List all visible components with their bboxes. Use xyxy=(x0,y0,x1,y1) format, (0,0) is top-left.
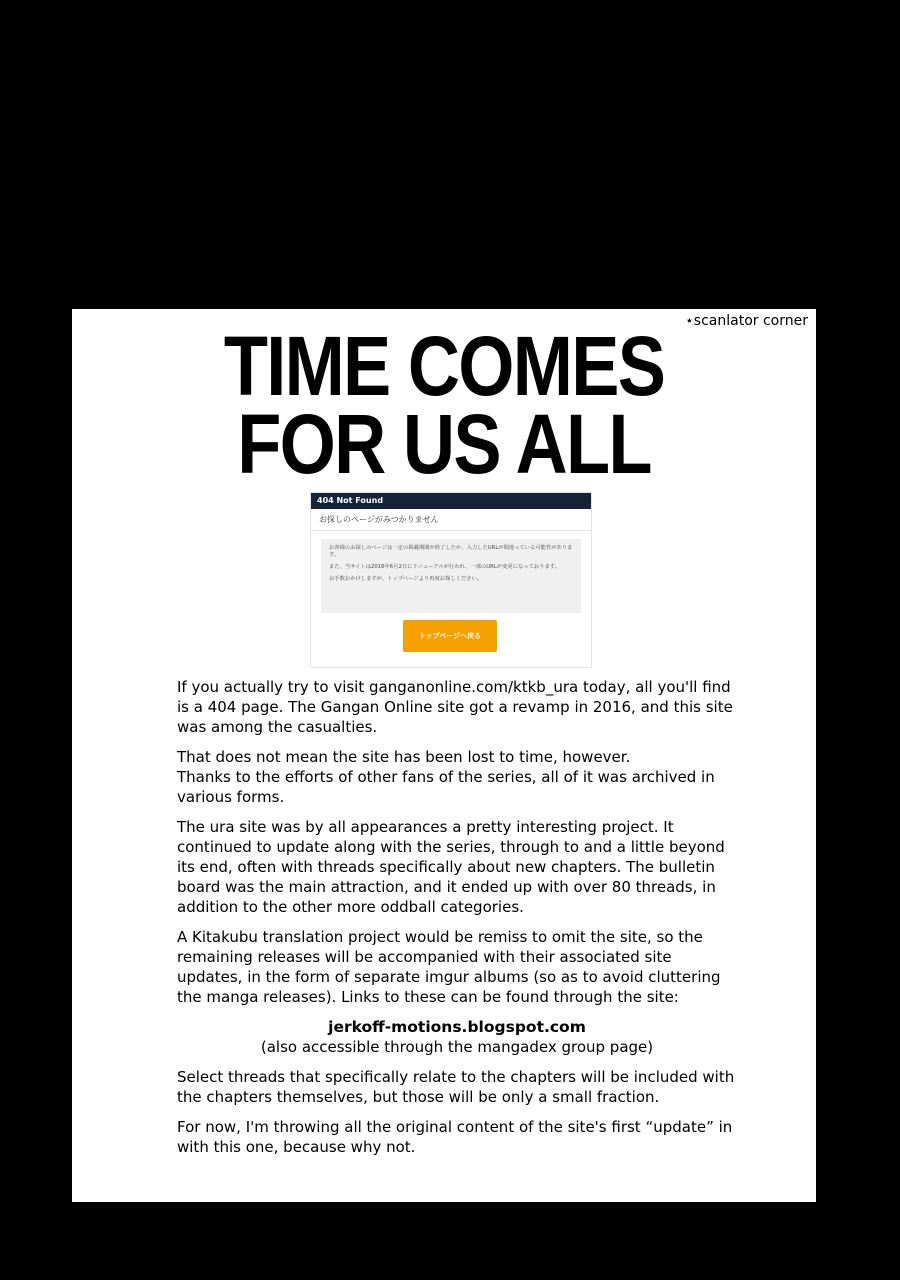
screenshot-message-box xyxy=(321,539,581,613)
paragraph-6: For now, I'm throwing all the original content of the site's first “update” in with this one, because why not. xyxy=(177,1118,733,1156)
headline xyxy=(124,319,764,491)
blog-link[interactable]: jerkoff-motions.blogspot.com xyxy=(328,1018,586,1036)
paragraph-3: The ura site was by all appearances a pretty interesting project. It continued to update along with the series, through to and a little beyond its end, often with threads specifically about new chapters. The bulletin board was the main attraction, and it ended up with over 80 threads, in addition to the other more oddball categories. xyxy=(177,818,725,916)
paragraph-2-line-1: That does not mean the site has been lost to time, however. xyxy=(177,748,631,766)
link-note: (also accessible through the mangadex group page) xyxy=(260,1038,654,1056)
paragraph-1: If you actually try to visit ganganonline.com/ktkb_ura today, all you'll find is a 404 page. The Gangan Online site got a revamp in 2016, and this site was among the casualties. xyxy=(177,678,733,736)
headline-line-2: FOR US ALL xyxy=(237,397,651,491)
paragraph-4: A Kitakubu translation project would be remiss to omit the site, so the remaining releases will be accompanied with their associated site updates, in the form of separate imgur albums (so as to avoid cluttering the manga releases). Links to these can be found through the site: xyxy=(177,928,721,1006)
screenshot-top-page-button: トップページへ戻る xyxy=(403,620,497,652)
scanlator-corner-label: ⋆scanlator corner xyxy=(685,313,808,329)
paragraph-2-line-2: Thanks to the efforts of other fans of the series, all of it was archived in various forms. xyxy=(177,768,715,806)
article-body xyxy=(177,677,737,1167)
headline-line-1: TIME COMES xyxy=(223,319,665,413)
link-block xyxy=(177,1017,737,1057)
screenshot-message-line: お客様のお探しのページは一定の掲載期間が終了したか、入力したURLが間違っている可能性があります。 xyxy=(329,545,573,558)
screenshot-title-bar: 404 Not Found xyxy=(311,493,591,509)
white-page xyxy=(72,309,816,1202)
404-screenshot xyxy=(310,492,592,668)
screenshot-message-line: お手数おかけしますが、トップページより再度お探しください。 xyxy=(329,576,483,582)
paragraph-5: Select threads that specifically relate to the chapters will be included with the chapters themselves, but those will be only a small fraction. xyxy=(177,1068,735,1106)
screenshot-subtitle: お探しのページがみつかりません xyxy=(311,509,591,531)
paragraph-2 xyxy=(177,747,737,807)
screenshot-message-line: また、当サイトは2016年6月2日にリニューアルが行われ、一部のURLが変更になっております。 xyxy=(329,564,560,570)
